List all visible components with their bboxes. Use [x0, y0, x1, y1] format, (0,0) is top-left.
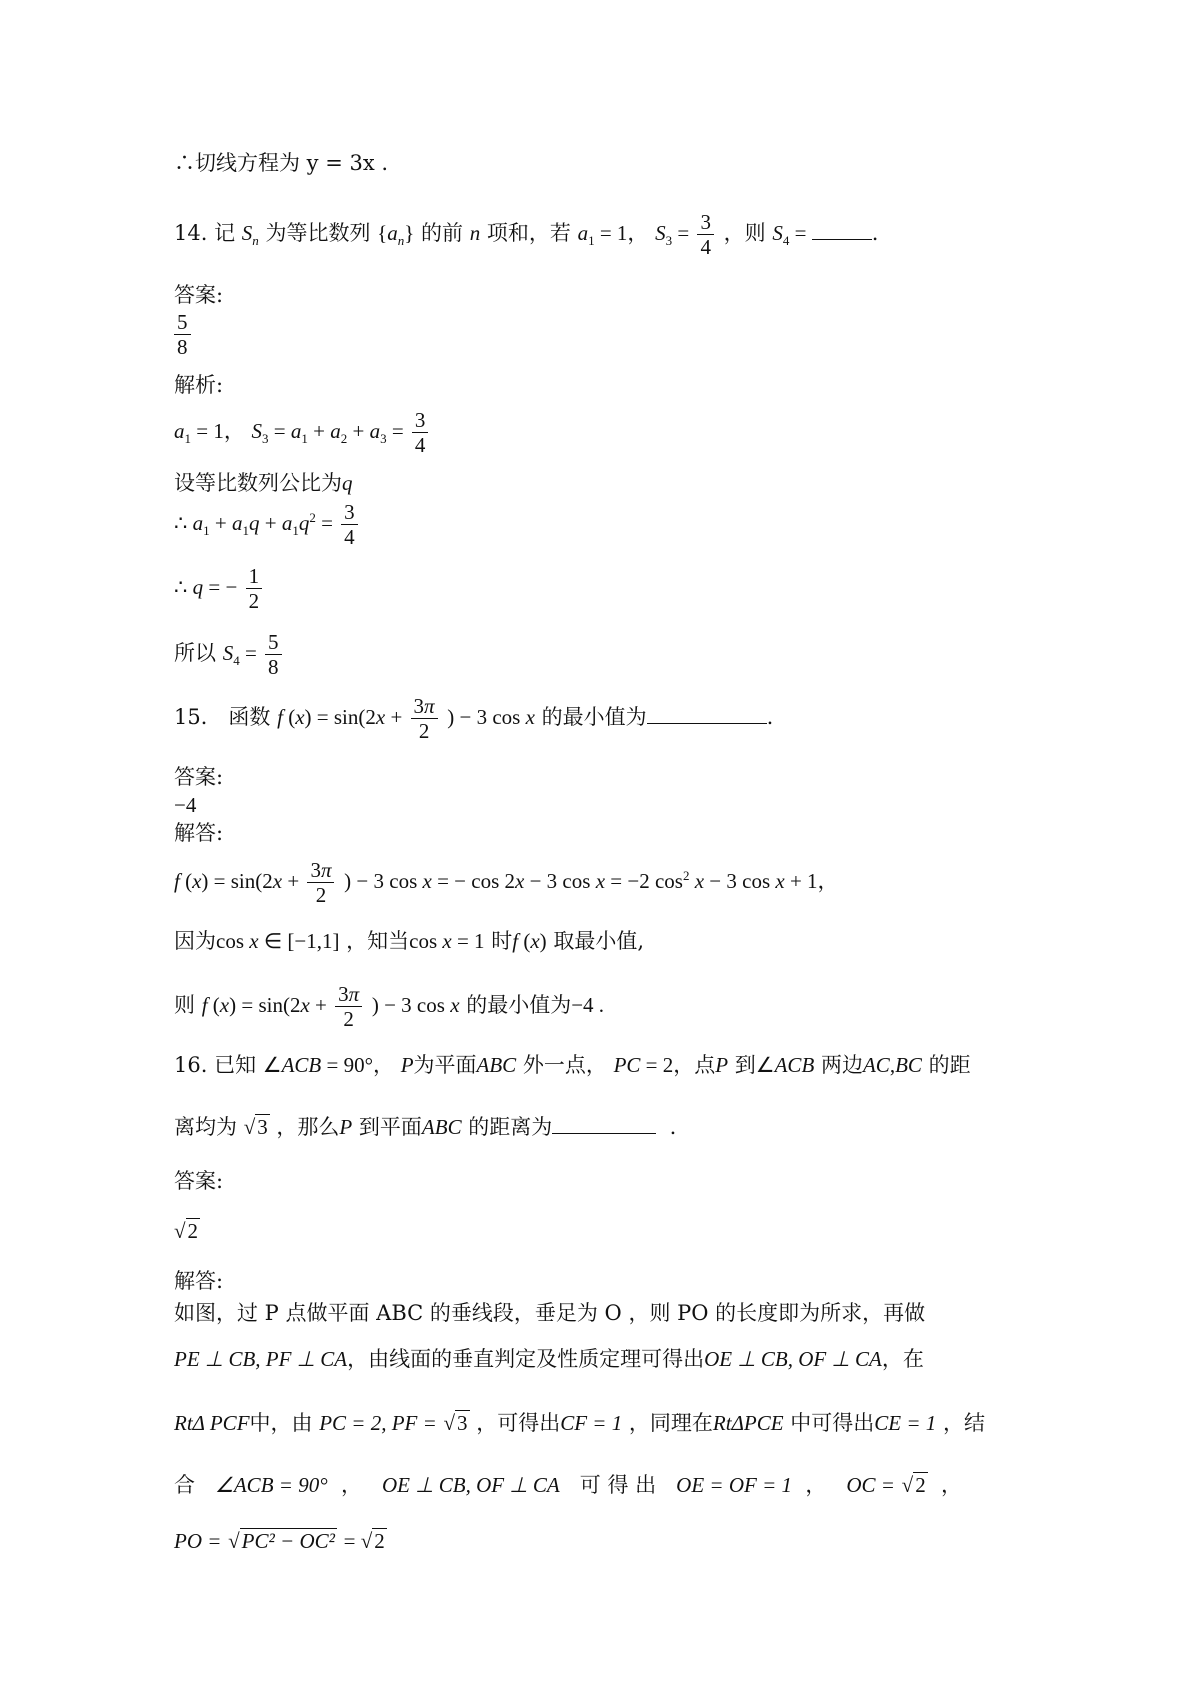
answer-label-15: 答案: [174, 765, 224, 789]
question-16-line1: 16. 已知 ∠ACB = 90°， P为平面ABC 外一点， PC = 2，点P 到∠ACB 两边AC,BC 的距 [174, 1053, 971, 1077]
solve-15-line2: 因为cos x ∈ [−1,1] ，知当cos x = 1 时f (x) 取最小值, [174, 929, 645, 953]
solve-label-16: 解答: [174, 1269, 224, 1293]
analysis-14-line1: $a_1 = 1$， $S_3 = a_1 + a_2 + a_3$ = $\frac{3}{4}$ [174, 408, 431, 457]
analysis-14-line3: ∴ $a_1 + a_1q + a_1q^2$ = $\frac{3}{4}$ [174, 500, 361, 549]
analysis-label-14: 解析: [174, 373, 224, 397]
answer-label-16: 答案: [174, 1169, 224, 1193]
solve-16-line3: RtΔ PCF中，由 PC = 2, PF = √3 ，可得出CF = 1 ，同理在RtΔPCE 中可得出CE = 1 ，结 [174, 1411, 985, 1435]
analysis-14-line5: 所以 $S_4$ = $\frac{5}{8}$ [174, 630, 285, 679]
solve-label-15: 解答: [174, 821, 224, 845]
analysis-14-line2: 设等比数列公比为q [174, 471, 353, 495]
solve-15-line1: f (x) = sin(2x + $\frac{3\pi}{2}$ ) − 3 cos x = − cos 2x − 3 cos x = −2 $\cos^2 x - 3$ cos x + 1， [174, 858, 839, 907]
solve-16-line5: PO = √PC² − OC² = √2 [174, 1529, 385, 1553]
question-16-line2: 离均为 √3 ，那么P 到平面ABC 的距离为 . [174, 1115, 677, 1139]
analysis-14-line4: ∴ q = − $\frac{1}{2}$ [174, 564, 265, 613]
answer-label-14: 答案: [174, 283, 224, 307]
question-15: 15． 函数 f (x) = sin(2x + $\frac{3\pi}{2}$ ) − 3 cos x 的最小值为 . [174, 694, 774, 743]
answer-14: $\frac{5}{8}$ [174, 310, 191, 359]
solve-16-line4: 合 ∠ACB = 90° ， OE ⊥ CB, OF ⊥ CA 可 得 出 OE = OF = 1 ， OC = √2 ， [174, 1473, 963, 1497]
answer-16: √2 [174, 1219, 199, 1243]
solve-15-line3: 则 f (x) = sin(2x + $\frac{3\pi}{2}$ ) − 3 cos x 的最小值为−4 . [174, 982, 605, 1031]
answer-15: −4 [174, 793, 197, 817]
question-14: 14. 记 $S_n$ 为等比数列 $\{a_n\}$ 的前 n 项和，若 $a_1 = 1$， $S_3$ = $\frac{3}{4}$ ，则 $S_4$ = . [174, 210, 879, 259]
solve-16-line2: PE ⊥ CB, PF ⊥ CA，由线面的垂直判定及性质定理可得出OE ⊥ CB, OF ⊥ CA，在 [174, 1347, 924, 1371]
tangent-line-conclusion: ∴切线方程为 y = 3x . [174, 151, 389, 175]
solve-16-line1: 如图，过 P 点做平面 ABC 的垂线段，垂足为 O ，则 PO 的长度即为所求，再做 [174, 1301, 926, 1325]
